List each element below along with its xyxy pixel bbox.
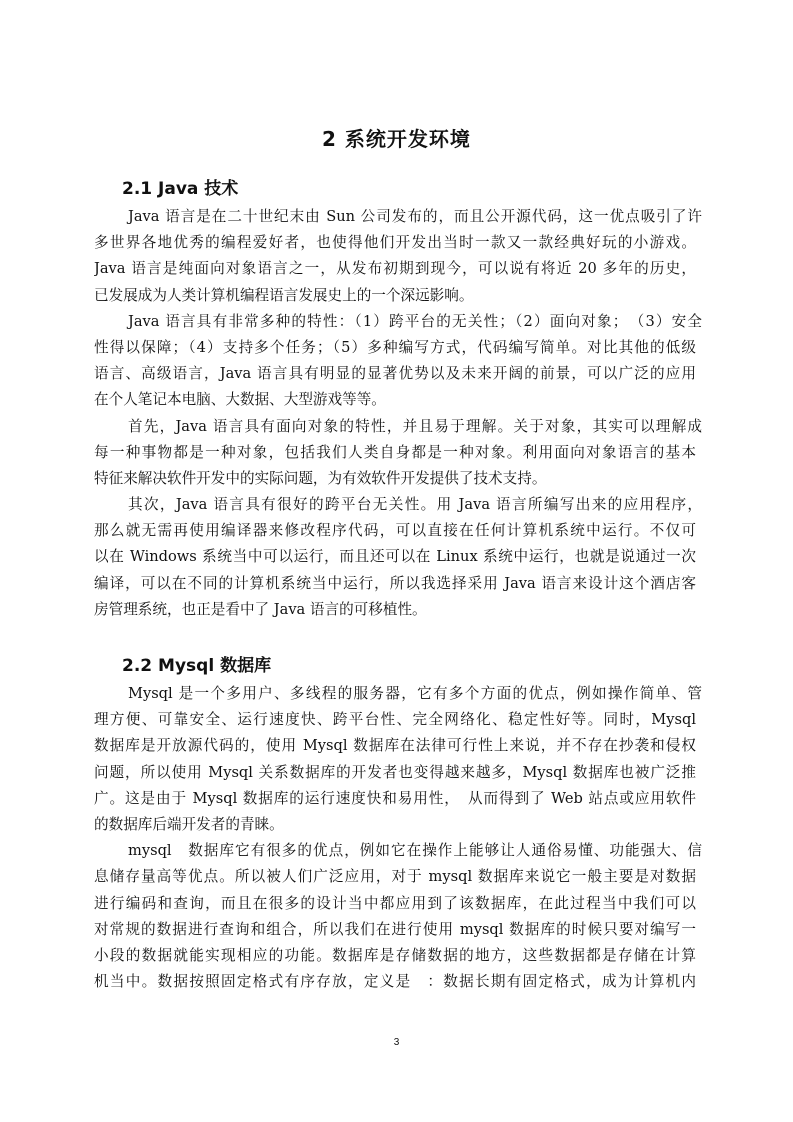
text-line: 首先，Java 语言具有面向对象的特性，并且易于理解。关于对象，其实可以理解成 bbox=[128, 417, 702, 435]
paragraph bbox=[94, 492, 702, 623]
text-line: 小段的数据就能实现相应的功能。数据库是存储数据的地方，这些数据都是存储在计算 bbox=[94, 946, 696, 964]
text-line: 那么就无需再使用编译器来修改程序代码，可以直接在任何计算机系统中运行。不仅可 bbox=[94, 522, 696, 540]
text-line: 语言、高级语言，Java 语言具有明显的显著优势以及未来开阔的前景，可以广泛的应用 bbox=[94, 365, 696, 383]
paragraph bbox=[94, 414, 702, 493]
text-line: Java 语言是在二十世纪末由 Sun 公司发布的，而且公开源代码，这一优点吸引了许 bbox=[128, 208, 702, 225]
text-line: 的数据库后端开发者的青睐。 bbox=[94, 815, 284, 833]
text-line: 息储存量高等优点。所以被人们广泛应用，对于 mysql 数据库来说它一般主要是对数据 bbox=[94, 868, 696, 886]
text-line: 性得以保障；（4）支持多个任务；（5）多种编写方式，代码编写简单。对比其他的低级 bbox=[94, 338, 696, 356]
paragraph bbox=[94, 309, 702, 414]
section-mysql bbox=[94, 651, 702, 995]
section-title: 2.1 Java 技术 bbox=[122, 179, 239, 199]
text-line: mysql 数据库它有很多的优点，例如它在操作上能够让人通俗易懂、功能强大、信 bbox=[128, 842, 702, 860]
text-line: 特征来解决软件开发中的实际问题，为有效软件开发提供了技术支持。 bbox=[94, 469, 547, 487]
section-java bbox=[94, 174, 702, 623]
paragraph bbox=[94, 204, 702, 309]
text-line: 问题，所以使用 Mysql 关系数据库的开发者也变得越来越多，Mysql 数据库也被广泛推 bbox=[94, 763, 696, 781]
text-line: 在个人笔记本电脑、大数据、大型游戏等等。 bbox=[94, 391, 386, 409]
text-line: Java 语言是纯面向对象语言之一，从发布初期到现今，可以说有将近 20 多年的历史， bbox=[94, 260, 696, 278]
text-line: 编译，可以在不同的计算机系统当中运行，所以我选择采用 Java 语言来设计这个酒店客 bbox=[94, 574, 696, 592]
text-line: Mysql 是一个多用户、多线程的服务器，它有多个方面的优点，例如操作简单、管 bbox=[128, 685, 702, 702]
paragraph bbox=[94, 838, 702, 995]
section-title: 2.2 Mysql 数据库 bbox=[122, 656, 272, 676]
text-line: 多世界各地优秀的编程爱好者，也使得他们开发出当时一款又一款经典好玩的小游戏。 bbox=[94, 234, 696, 252]
text-line: 机当中。数据按照固定格式有序存放，定义是 ：数据长期有固定格式，成为计算机内 bbox=[94, 973, 696, 991]
paragraph bbox=[94, 681, 702, 838]
text-line: 房管理系统，也正是看中了 Java 语言的可移植性。 bbox=[94, 600, 427, 618]
text-line: 进行编码和查询，而且在很多的设计当中都应用到了该数据库，在此过程当中我们可以 bbox=[94, 894, 696, 912]
text-line: 对常规的数据进行查询和组合，所以我们在进行使用 mysql 数据库的时候只要对编写一 bbox=[94, 920, 696, 938]
page-number: 3 bbox=[393, 1037, 400, 1048]
text-line: 数据库是开放源代码的，使用 Mysql 数据库在法律可行性上来说，并不存在抄袭和侵权 bbox=[94, 737, 696, 755]
chapter-title: 2 系统开发环境 bbox=[322, 127, 471, 151]
text-line: 理方便、可靠安全、运行速度快、跨平台性、完全网络化、稳定性好等。同时，Mysql bbox=[94, 711, 696, 729]
text-line: 其次，Java 语言具有很好的跨平台无关性。用 Java 语言所编写出来的应用程序， bbox=[128, 496, 702, 514]
text-line: 以在 Windows 系统当中可以运行，而且还可以在 Linux 系统中运行，也就是说通过一次 bbox=[94, 548, 696, 566]
text-line: Java 语言具有非常多种的特性：（1）跨平台的无关性；（2）面向对象； （3）安全 bbox=[128, 312, 702, 330]
text-line: 每一种事物都是一种对象，包括我们人类自身都是一种对象。利用面向对象语言的基本 bbox=[94, 443, 696, 461]
text-line: 广。这是由于 Mysql 数据库的运行速度快和易用性， 从而得到了 Web 站点或应用软件 bbox=[94, 789, 696, 807]
text-line: 已发展成为人类计算机编程语言发展史上的一个深远影响。 bbox=[94, 286, 474, 304]
